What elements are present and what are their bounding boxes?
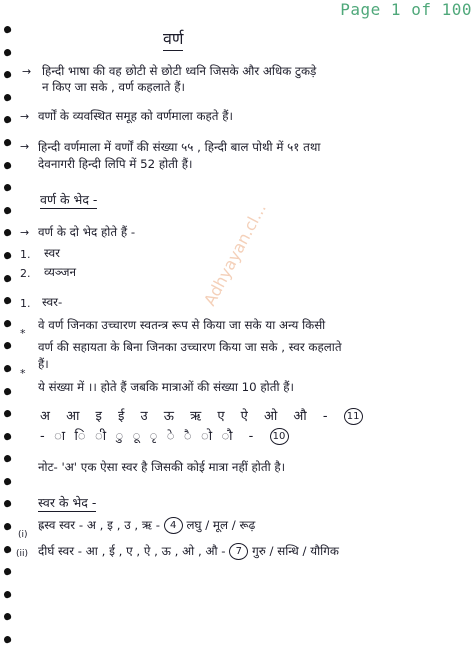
matras-row	[40, 428, 289, 445]
spiral-binding	[4, 26, 16, 666]
arrow-marker: →	[20, 110, 30, 123]
spiral-ring	[3, 432, 12, 441]
hrasva-tail: लघु / मूल / रूढ़	[186, 518, 256, 532]
arrow-marker: →	[20, 140, 30, 153]
spiral-ring	[3, 183, 12, 192]
watermark: Adhyayan.cl...	[200, 200, 270, 309]
list-number: (i)	[18, 530, 28, 540]
spiral-ring	[3, 93, 12, 102]
swar-bhed-heading-text: स्वर के भेद -	[38, 495, 97, 510]
hrasva-line	[38, 517, 255, 534]
page-title: वर्ण	[163, 27, 183, 51]
list-number: 1.	[20, 297, 31, 310]
section-heading-text: वर्ण के भेद -	[40, 192, 98, 207]
swar-definition: हैं।	[38, 357, 49, 371]
list-item-swar: स्वर	[44, 246, 60, 260]
vowels-text: अ आ इ ई उ ऊ ऋ ए ऐ ओ औ -	[40, 409, 334, 424]
vowel-count-circle: 11	[344, 408, 363, 425]
spiral-ring	[3, 274, 12, 283]
spiral-ring	[3, 341, 12, 350]
spiral-ring	[3, 522, 12, 531]
spiral-ring	[3, 590, 12, 599]
swar-definition: वे वर्ण जिनका उच्चारण स्वतन्त्र रूप से किया जा सके या अन्य किसी	[38, 318, 326, 332]
list-number: 2.	[20, 267, 31, 280]
arrow-marker: →	[20, 226, 30, 239]
spiral-ring	[3, 138, 12, 147]
count-line: देवनागरी हिन्दी लिपि में 52 होती हैं।	[38, 157, 193, 171]
list-item-vyanjan: व्यञ्जन	[44, 265, 77, 279]
hrasva-text: ह्रस्व स्वर - अ , इ , उ , ऋ -	[38, 518, 160, 532]
spiral-ring	[3, 545, 12, 554]
hrasva-count-circle: 4	[164, 517, 183, 534]
arrow-marker: →	[22, 65, 32, 78]
spiral-ring	[3, 296, 12, 305]
spiral-ring	[3, 454, 12, 463]
section-heading	[40, 192, 97, 207]
spiral-ring	[3, 48, 12, 57]
definition-line: न किए जा सके , वर्ण कहलाते हैं।	[42, 80, 185, 94]
count-line: हिन्दी वर्णमाला में वर्णों की संख्या ५५ , हिन्दी बाल पोथी में ५१ तथा	[38, 140, 321, 154]
spiral-ring	[3, 115, 12, 124]
note-line: नोट- 'अ' एक ऐसा स्वर है जिसकी कोई मात्रा नहीं होती है।	[38, 460, 286, 474]
spiral-ring	[3, 612, 12, 621]
spiral-ring	[3, 409, 12, 418]
dirgha-count-circle: 7	[229, 543, 248, 560]
dirgha-line	[38, 543, 339, 560]
alphabet-definition-line: वर्णों के व्यवस्थित समूह को वर्णमाला कहते हैं।	[38, 109, 234, 123]
dirgha-text: दीर्घ स्वर - आ , ई , ए , ऐ , ऊ , ओ , औ -	[38, 544, 226, 558]
spiral-ring	[3, 387, 12, 396]
spiral-ring	[3, 635, 12, 644]
spiral-ring	[3, 25, 12, 34]
list-number: 1.	[20, 248, 31, 261]
spiral-ring	[3, 499, 12, 508]
definition-line: हिन्दी भाषा की वह छोटी से छोटी ध्वनि जिसके और अधिक टुकड़े	[42, 64, 317, 78]
dirgha-tail: गुरु / सन्धि / यौगिक	[252, 544, 339, 558]
spiral-ring	[3, 567, 12, 576]
spiral-ring	[3, 477, 12, 486]
star-marker: *	[20, 367, 26, 380]
matras-text: - ा ि ी ु ू ृ े ै ो ौ -	[40, 429, 260, 444]
spiral-ring	[3, 206, 12, 215]
swar-heading: स्वर-	[42, 295, 63, 309]
vowels-row	[40, 408, 363, 425]
spiral-ring	[3, 228, 12, 237]
list-number: (ii)	[16, 549, 29, 559]
page-counter: Page 1 of 100	[340, 0, 472, 19]
spiral-ring	[3, 70, 12, 79]
spiral-ring	[3, 319, 12, 328]
swar-count-line: ये संख्या में ।। होते हैं जबकि मात्राओं की संख्या 10 होती हैं।	[38, 380, 294, 394]
matra-count-circle: 10	[270, 428, 289, 445]
bhed-intro: वर्ण के दो भेद होते हैं -	[38, 225, 136, 239]
swar-definition: वर्ण की सहायता के बिना जिनका उच्चारण किया जा सके , स्वर कहलाते	[38, 340, 342, 354]
spiral-ring	[3, 251, 12, 260]
spiral-ring	[3, 161, 12, 170]
spiral-ring	[3, 364, 12, 373]
star-marker: *	[20, 327, 26, 340]
swar-bhed-heading	[38, 495, 96, 510]
